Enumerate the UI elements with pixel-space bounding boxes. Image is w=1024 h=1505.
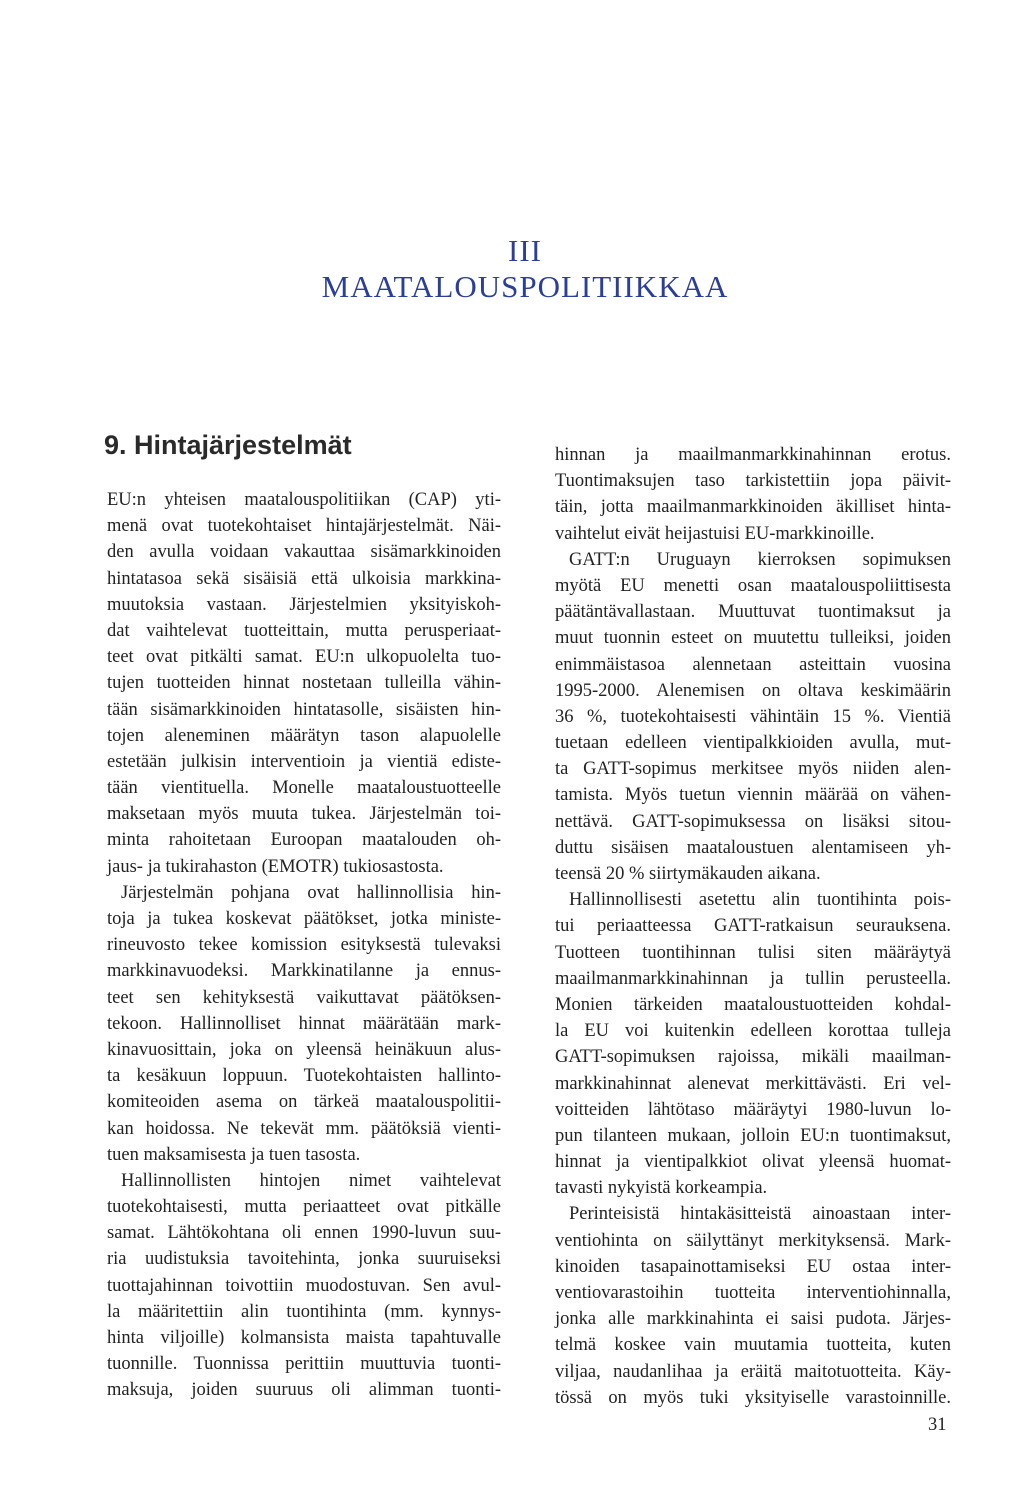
page-number: 31 (928, 1415, 947, 1435)
text-line: muutoksia vastaan. Järjestelmien yksityiskoh- (107, 594, 501, 615)
text-line: hinnan ja maailmanmarkkinahinnan erotus. (555, 445, 951, 465)
text-line: ta kesäkuun loppuun. Tuotekohtaisten hallinto- (107, 1066, 501, 1087)
text-line: tään sisämarkkinoiden hintatasolle, sisäisten hin- (107, 699, 501, 720)
text-line: hinta viljoille) kolmansista maista tapahtuvalle (107, 1328, 501, 1348)
text-line: ventiohinta on säilyttänyt merkityksensä. Mark- (555, 1230, 951, 1251)
text-line: minta rahoitetaan Euroopan maatalouden oh- (107, 830, 501, 851)
text-line: Tuotteen tuontihinnan tulisi siten määräytyä (555, 942, 951, 963)
text-line: EU:n yhteisen maatalouspolitiikan (CAP) yti- (107, 490, 501, 510)
text-line: Monien tärkeiden maataloustuotteiden kohdal- (555, 994, 951, 1015)
left-column (107, 487, 501, 1404)
text-line: tuonnille. Tuonnissa perittiin muuttuvia tuonti- (107, 1354, 501, 1375)
text-line: hintatasoa sekä sisäisiä että ulkoisia markkina- (107, 568, 501, 589)
text-line: jonka alle markkinahinta ei saisi pudota. Järjes- (555, 1309, 951, 1330)
text-line: ventiovarastoihin tuotteita interventiohinnalla, (555, 1283, 951, 1303)
text-line: markkinahinnat alenevat merkittävästi. Eri vel- (555, 1073, 951, 1094)
text-line: vaihtelut eivät heijastuisi EU-markkinoille. (555, 523, 875, 544)
text-line: la EU voi kuitenkin edelleen korottaa tulleja (555, 1021, 951, 1042)
text-line: hinnat ja vientipalkkiot olivat yleensä huomat- (555, 1152, 951, 1173)
text-line: kinavuosittain, joka on yleensä heinäkuun alus- (107, 1039, 501, 1060)
text-line: menä ovat tuotekohtaiset hintajärjestelmät. Näi- (107, 516, 501, 537)
text-line: GATT:n Uruguayn kierroksen sopimuksen (569, 549, 951, 570)
text-line: Hallinnollisesti asetettu alin tuontihinta pois- (569, 890, 951, 911)
text-line: maksuja, joiden suuruus oli alimman tuonti- (107, 1380, 501, 1401)
right-column (555, 442, 951, 1411)
text-line: markkinavuodeksi. Markkinatilanne ja ennus- (107, 961, 501, 982)
text-line: tavasti nykyistä korkeampia. (555, 1178, 768, 1199)
text-line: tekoon. Hallinnolliset hinnat määrätään mark- (107, 1013, 501, 1034)
text-line: Tuontimaksujen taso tarkistettiin jopa päivit- (555, 471, 951, 492)
text-line: tui periaatteessa GATT-ratkaisun seurauksena. (555, 916, 951, 937)
text-line: komiteoiden asema on tärkeä maatalouspolitii- (107, 1092, 501, 1113)
text-line: tojen aleneminen määrätyn tason alapuolelle (107, 725, 501, 746)
text-line: toja ja tukea koskevat päätökset, jotka ministe- (107, 909, 501, 929)
text-line: rineuvosto tekee komission esityksestä tulevaksi (107, 935, 501, 956)
text-line: tujen tuotteiden hinnat nostetaan tulleilla vähin- (107, 673, 501, 694)
text-line: duttu sisäisen maataloustuen alentamiseen yh- (555, 837, 951, 858)
text-line: myötä EU menetti osan maatalouspoliittisesta (555, 575, 951, 596)
text-line: ta GATT-sopimus merkitsee myös niiden alen- (555, 759, 951, 780)
text-line: pun tilanteen mukaan, jolloin EU:n tuontimaksut, (555, 1125, 951, 1146)
text-line: telmä koskee vain muutamia tuotteita, kuten (555, 1335, 951, 1356)
part-number: III (508, 233, 542, 268)
text-line: 1995-2000. Alenemisen on oltava keskimäärin (555, 680, 951, 701)
text-line: tössä on myös tuki yksityiselle varastoinnille. (555, 1387, 951, 1408)
text-line: voitteiden lähtötaso määräytyi 1980-luvun lo- (555, 1099, 951, 1120)
text-line: tuetaan edelleen vientipalkkioiden avulla, mut- (555, 733, 951, 754)
text-line: maksetaan myös muuta tukea. Järjestelmän toi- (107, 804, 501, 825)
text-line: täin, jotta maailmanmarkkinoiden äkilliset hinta- (555, 497, 951, 518)
text-line: la määritettiin alin tuontihinta (mm. kynnys- (107, 1301, 501, 1322)
text-line: kan hoidossa. Ne tekevät mm. päätöksiä vienti- (107, 1118, 501, 1139)
text-line: estetään julkisin interventioin ja vientiä ediste- (107, 751, 501, 772)
text-line: den avulla voidaan vakauttaa sisämarkkinoiden (107, 542, 501, 563)
text-line: 36 %, tuotekohtaisesti vähintäin 15 %. Vientiä (555, 706, 951, 727)
text-line: tuottajahinnan toivottiin muodostuvan. Sen avul- (107, 1275, 501, 1296)
text-line: Hallinnollisten hintojen nimet vaihtelevat (121, 1170, 501, 1191)
text-line: maailmanmarkkinahinnan ja tullin perusteella. (555, 968, 951, 989)
text-line: tuen maksamisesta ja tuen tasosta. (107, 1144, 361, 1165)
text-line: kinoiden tasapainottamiseksi EU ostaa inter- (555, 1256, 951, 1277)
part-title: MAATALOUSPOLITIIKKAA (321, 269, 729, 304)
text-line: teet sen kehityksestä vaikuttavat päätöksen- (107, 987, 501, 1008)
text-line: viljaa, naudanlihaa ja eräitä maitotuotteita. Käy- (555, 1361, 951, 1382)
text-line: tään vientituella. Monelle maataloustuotteelle (107, 778, 501, 799)
text-line: GATT-sopimuksen rajoissa, mikäli maailman- (555, 1047, 951, 1068)
text-line: teet ovat pitkälti samat. EU:n ulkopuolelta tuo- (107, 647, 501, 668)
text-line: Järjestelmän pohjana ovat hallinnollisia hin- (121, 882, 501, 903)
text-line: muut tuonnin esteet on muutettu tulleiksi, joiden (555, 628, 951, 649)
text-line: tuotekohtaisesti, mutta periaatteet ovat pitkälle (107, 1197, 501, 1218)
text-line: enimmäistasoa alennetaan asteittain vuosina (555, 654, 951, 675)
text-line: päätäntävallastaan. Muuttuvat tuontimaksut ja (555, 602, 951, 623)
text-line: nettävä. GATT-sopimuksessa on lisäksi sitou- (555, 811, 951, 832)
text-line: tamista. Myös tuetun viennin määrää on vähen- (555, 785, 951, 806)
section-heading: 9. Hintajärjestelmät (104, 430, 352, 460)
text-line: dat vaihtelevat tuotteittain, mutta perusperiaat- (107, 620, 501, 641)
text-line: ria uudistuksia tavoitehinta, jonka suuruiseksi (107, 1249, 501, 1270)
text-line: teensä 20 % siirtymäkauden aikana. (555, 864, 821, 884)
text-line: samat. Lähtökohtana oli ennen 1990-luvun suu- (107, 1223, 501, 1244)
text-line: Perinteisistä hintakäsitteistä ainoastaan inter- (569, 1204, 951, 1225)
text-line: jaus- ja tukirahaston (EMOTR) tukiosastosta. (107, 856, 444, 877)
